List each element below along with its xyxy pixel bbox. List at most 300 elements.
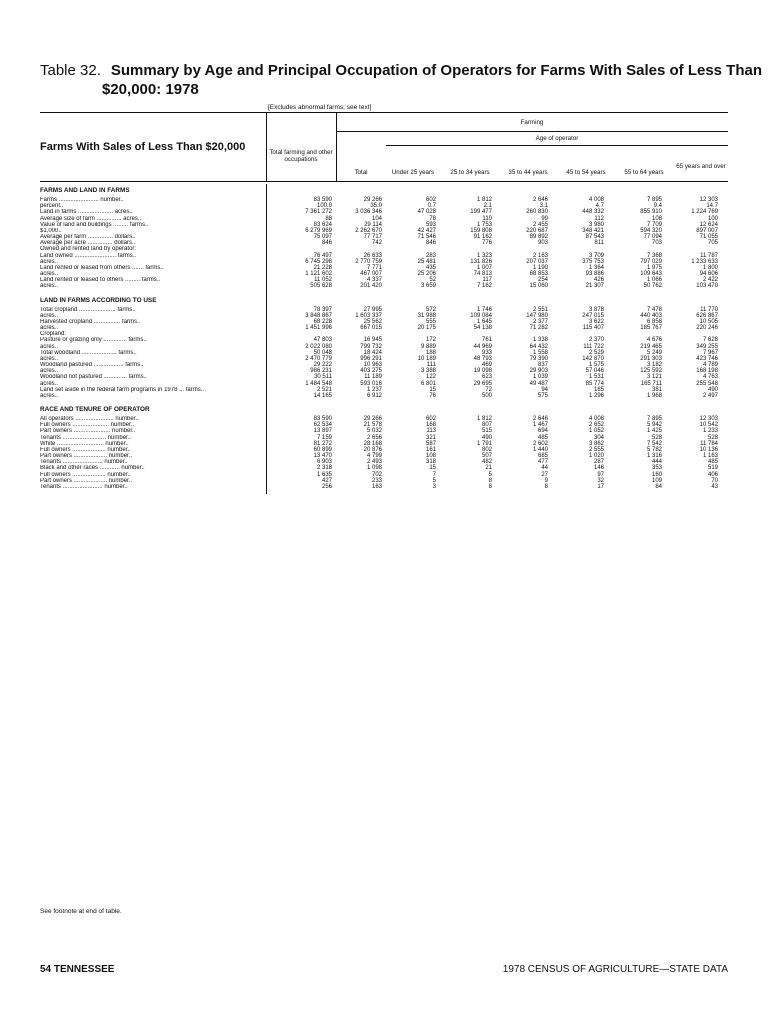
cell-value: 467 007 [360, 271, 382, 278]
table-row [40, 393, 728, 399]
cell-value: 2 377 [532, 318, 548, 325]
cell-value: 3 622 [588, 318, 604, 325]
cell-value: 846 [321, 240, 332, 247]
cell-value: 6 858 [646, 318, 662, 325]
cell-value: 477 [537, 459, 548, 466]
cell-value: 113 [426, 428, 436, 435]
cell-value: 349 255 [696, 343, 718, 350]
cell-value: 18 424 [363, 349, 382, 356]
cell-value: 1 425 [646, 428, 662, 435]
row-label: Black and other races ............ number.. [40, 465, 145, 472]
cell-value: 986 231 [310, 368, 332, 375]
cell-value: 60 899 [313, 446, 332, 453]
cell-value: 71 055 [699, 234, 718, 241]
table-number: Table 32. [40, 62, 101, 79]
header-farming: Farming [520, 119, 544, 126]
row-label: Land set aside in the federal farm programs in 1978 ... farms.. [40, 386, 205, 393]
cell-value: 448 332 [582, 209, 604, 216]
cell-value: 1 233 [702, 428, 718, 435]
cell-value: 48 793 [473, 355, 492, 362]
cell-value: 112 [594, 215, 604, 222]
cell-value: 87 543 [585, 234, 604, 241]
cell-value: 50 762 [643, 283, 662, 290]
header-col-total: Total [354, 169, 368, 176]
cell-value: 2 551 [532, 306, 548, 313]
cell-value: 7 542 [646, 440, 662, 447]
cell-value: 7 967 [702, 349, 718, 356]
age-rule [386, 145, 728, 146]
cell-value: 15 [429, 386, 436, 393]
cell-value: 3 659 [420, 283, 436, 290]
cell-value: 1 237 [366, 386, 382, 393]
row-label: Full owners .................... number.. [40, 471, 131, 478]
cell-value: 14.7 [706, 203, 718, 210]
cell-value: 29 114 [364, 221, 382, 228]
row-label: Part owners .................... number.. [40, 477, 133, 484]
cell-value: 321 [425, 434, 436, 441]
cell-value: 4 008 [588, 416, 604, 423]
row-label: Value of land and buildings ......... farms.. [40, 221, 149, 228]
row-label: Farms ........................ number.. [40, 197, 124, 204]
row-label: Woodland not pastured .............. farms.. [40, 374, 147, 381]
cell-value: 903 [537, 240, 548, 247]
cell-value: 6 903 [316, 459, 332, 466]
cell-value: 9 889 [420, 343, 436, 350]
cell-value: 593 [425, 221, 436, 228]
cell-value: 2 497 [702, 392, 718, 399]
cell-value: 855 910 [640, 209, 662, 216]
cell-value: 11 189 [364, 374, 382, 381]
cell-value: 15 [429, 465, 436, 472]
cell-value: 6 801 [420, 380, 436, 387]
section-gap [40, 290, 728, 294]
cell-value: 4 676 [646, 337, 662, 344]
cell-value: 602 [425, 416, 436, 423]
cell-value: 435 [425, 264, 436, 271]
cell-value: 1 968 [646, 392, 662, 399]
cell-value: 77 094 [643, 234, 662, 241]
row-label: acres.. [40, 325, 59, 332]
row-label: Tenants .......................... number.. [40, 434, 132, 441]
cell-value: 799 732 [360, 343, 382, 350]
cell-value: 5 [488, 471, 492, 478]
cell-value: 485 [707, 459, 718, 466]
cell-value: 247 015 [582, 312, 604, 319]
cell-value: 131 826 [470, 258, 492, 265]
cell-value: 1 098 [366, 465, 382, 472]
column-header-block [40, 112, 728, 182]
cell-value: 8 [488, 477, 492, 484]
cell-value: 142 870 [582, 355, 604, 362]
cell-value: 1 575 [588, 362, 604, 369]
row-label: Total woodland ..................... farms.. [40, 349, 137, 356]
cell-value: 57 046 [585, 368, 604, 375]
cell-value: 807 [481, 422, 492, 429]
cell-value: 50 048 [313, 349, 332, 356]
cell-value: 14 165 [313, 392, 332, 399]
cell-value: 7 361 272 [305, 209, 332, 216]
cell-value: 703 [651, 240, 662, 247]
cell-value: 837 [537, 362, 548, 369]
cell-value: 3 848 867 [305, 312, 332, 319]
cell-value: 490 [481, 434, 492, 441]
cell-value: 188 [425, 349, 436, 356]
cell-value: 83 624 [313, 221, 332, 228]
cell-value: 2 318 [316, 465, 332, 472]
cell-value: 1 753 [476, 221, 492, 228]
cell-value: 29 222 [313, 362, 332, 369]
cell-value: 219 465 [640, 343, 662, 350]
cell-value: 797 029 [640, 258, 662, 265]
cell-value: 30 511 [314, 374, 332, 381]
cell-value: 25 481 [417, 258, 436, 265]
cell-value: 1 635 [316, 471, 332, 478]
row-label: Average per farm ............... dollars.. [40, 234, 136, 241]
cell-value: 426 [593, 277, 604, 284]
cell-value: 2 656 [366, 434, 382, 441]
cell-value: 507 [481, 453, 492, 460]
cell-value: 44 [541, 465, 548, 472]
cell-value: 1 007 [476, 264, 492, 271]
section-heading: RACE AND TENURE OF OPERATOR [40, 406, 150, 413]
row-label: All operators ....................... number.. [40, 416, 139, 423]
cell-value: 97 [597, 471, 604, 478]
cell-value: 52 [429, 277, 436, 284]
cell-value: 2 422 [702, 277, 718, 284]
cell-value: 375 753 [582, 258, 604, 265]
row-label: Part owners ...................... number.. [40, 428, 136, 435]
cell-value: 108 [425, 453, 436, 460]
cell-value: 21 307 [585, 283, 604, 290]
cell-value: 9.4 [653, 203, 662, 210]
cell-value: 85 774 [585, 380, 604, 387]
cell-value: 5 [432, 477, 436, 484]
row-label: Full owners ...................... number.. [40, 422, 135, 429]
cell-value: 403 275 [360, 368, 382, 375]
cell-value: 423 746 [696, 355, 718, 362]
cell-value: 17 [597, 483, 604, 490]
cell-value: 10 136 [699, 446, 718, 453]
cell-value: 1 603 337 [355, 312, 382, 319]
cell-value: 109 [651, 477, 662, 484]
cell-value: 6 912 [366, 392, 382, 399]
cell-value: 185 767 [640, 325, 662, 332]
cell-value: 64 432 [529, 343, 548, 350]
cell-value: 16 945 [363, 337, 382, 344]
cell-value: 1 791 [476, 440, 492, 447]
cell-value: 207 037 [526, 258, 548, 265]
cell-value: 2 521 [316, 386, 332, 393]
cell-value: 811 [594, 240, 604, 247]
cell-value: 94 [541, 386, 548, 393]
cell-value: 35.0 [370, 203, 382, 210]
cell-value: 3 [432, 483, 436, 490]
cell-value: 469 [481, 362, 492, 369]
farming-rule [336, 131, 728, 132]
cell-value: 163 [371, 483, 382, 490]
cell-value: 26 633 [363, 252, 382, 259]
cell-value: 776 [481, 240, 492, 247]
cell-value: 109 084 [470, 312, 492, 319]
cell-value: 626 867 [696, 312, 718, 319]
cell-value: 29 266 [363, 416, 382, 423]
cell-value: 84 [655, 483, 662, 490]
cell-value: 5 942 [646, 422, 662, 429]
cell-value: 12 303 [699, 416, 718, 423]
cell-value: 220 246 [696, 325, 718, 332]
cell-value: 68 853 [529, 271, 548, 278]
cell-value: 5 249 [646, 349, 662, 356]
cell-value: 110 [482, 215, 492, 222]
row-label: acres.. [40, 283, 59, 290]
cell-value: 1 531 [588, 374, 604, 381]
cell-value: 427 [321, 477, 332, 484]
cell-value: 7 162 [476, 283, 492, 290]
cell-value: 43 [711, 483, 718, 490]
cell-value: 10 189 [417, 355, 436, 362]
cell-value: 702 [371, 471, 382, 478]
cell-value: 381 [651, 386, 662, 393]
cell-value: 694 [537, 428, 548, 435]
cell-value: 91 162 [473, 234, 492, 241]
cell-value: 2 652 [588, 422, 604, 429]
row-label: Pasture or grazing only .............. farms.. [40, 337, 147, 344]
row-label: Owned and rented land by operator: [40, 246, 137, 253]
row-label: Full owners .................... number.. [40, 446, 131, 453]
header-age-of-operator: Age of operator [535, 135, 579, 142]
cell-value: 78 [429, 215, 436, 222]
cell-value: 3 709 [588, 252, 604, 259]
cell-value: 353 [651, 465, 662, 472]
source-line: 1978 CENSUS OF AGRICULTURE—STATE DATA [502, 964, 728, 975]
cell-value: 2 022 080 [305, 343, 332, 350]
cell-value: 111 722 [583, 343, 604, 350]
row-label: acres.. [40, 343, 59, 350]
cell-value: 256 [321, 483, 332, 490]
row-label: Total cropland ...................... farms.. [40, 306, 136, 313]
cell-value: 802 [481, 446, 492, 453]
header-col-65-over: 65 years and over [676, 163, 726, 170]
cell-value: 115 407 [582, 325, 604, 332]
section-gap [40, 399, 728, 403]
cell-value: 109 643 [640, 271, 662, 278]
cell-value: 4 799 [366, 453, 382, 460]
cell-value: 255 548 [696, 380, 718, 387]
cell-value: 5 032 [366, 428, 382, 435]
cell-value: 62 534 [313, 422, 332, 429]
cell-value: 1 338 [532, 337, 548, 344]
cell-value: 996 291 [360, 355, 382, 362]
cell-value: 117 [482, 277, 492, 284]
cell-value: 685 [537, 453, 548, 460]
cell-value: 406 [707, 471, 718, 478]
cell-value: 4 008 [588, 197, 604, 204]
row-label: Tenants ........................ number.. [40, 483, 128, 490]
cell-value: 2 262 670 [355, 227, 382, 234]
cell-value: 933 [481, 349, 492, 356]
row-label: Woodland pastured .................. farms.. [40, 362, 144, 369]
cell-value: 12 303 [699, 197, 718, 204]
row-label: acres.. [40, 380, 59, 387]
cell-value: 27 [541, 471, 548, 478]
cell-value: 88 [325, 215, 332, 222]
cell-value: 3 878 [588, 306, 604, 313]
cell-value: 31 988 [417, 312, 436, 319]
cell-value: 440 403 [640, 312, 662, 319]
cell-value: 0.7 [427, 203, 436, 210]
cell-value: 485 [537, 434, 548, 441]
cell-value: 283 [425, 252, 436, 259]
cell-value: 122 [425, 374, 436, 381]
cell-value: 32 [597, 477, 604, 484]
cell-value: 168 198 [696, 368, 718, 375]
cell-value: 7 895 [646, 197, 662, 204]
cell-value: 111 [426, 362, 436, 369]
cell-value: 159 808 [470, 227, 492, 234]
cell-value: 7 478 [646, 306, 662, 313]
row-label: Tenants ........................ number.. [40, 459, 128, 466]
cell-value: 201 420 [360, 283, 382, 290]
cell-value: 71 282 [529, 325, 548, 332]
cell-value: 93 886 [585, 271, 604, 278]
cell-value: 10 505 [699, 318, 718, 325]
cell-value: 1 451 996 [305, 325, 332, 332]
cell-value: 13 897 [313, 428, 332, 435]
cell-value: 1 484 548 [305, 380, 332, 387]
cell-value: 7 628 [702, 337, 718, 344]
row-label: $1,000.. [40, 227, 62, 234]
cell-value: 12 624 [699, 221, 718, 228]
header-col-25-34: 25 to 34 years [450, 169, 490, 176]
cell-value: 76 [429, 392, 436, 399]
cell-value: 47 028 [417, 209, 436, 216]
cell-value: 83 590 [313, 197, 332, 204]
cell-value: 515 [481, 428, 492, 435]
cell-value: 29 903 [529, 368, 548, 375]
cell-value: 44 969 [473, 343, 492, 350]
cell-value: 2 602 [532, 440, 548, 447]
cell-value: 742 [371, 240, 382, 247]
cell-value: 1 800 [702, 264, 718, 271]
cell-value: 29 266 [363, 197, 382, 204]
cell-value: 161 [425, 446, 436, 453]
cell-value: 1 039 [532, 374, 548, 381]
cell-value: 260 830 [526, 209, 548, 216]
cell-value: 100 [707, 215, 718, 222]
title-line-1: Summary by Age and Principal Occupation of Operators for Farms With Sales of Less Than [110, 62, 763, 79]
cell-value: 2 455 [532, 221, 548, 228]
cell-value: 575 [537, 392, 548, 399]
cell-value: 291 303 [640, 355, 662, 362]
row-label: Average per acre ............... dollars.. [40, 240, 136, 247]
cell-value: 7 771 [366, 264, 382, 271]
cell-value: 2.1 [483, 203, 492, 210]
exclusion-note: [Excludes abnormal farms; see text] [268, 104, 372, 111]
row-label: Land rented or leased to others ......... farms.. [40, 277, 161, 284]
header-col-45-54: 45 to 54 years [566, 169, 606, 176]
cell-value: 75 097 [313, 234, 332, 241]
cell-value: 287 [593, 459, 604, 466]
cell-value: 29 695 [473, 380, 492, 387]
cell-value: 2 770 759 [355, 258, 382, 265]
cell-value: 623 [481, 374, 492, 381]
cell-value: 11 784 [700, 440, 718, 447]
cell-value: 1 296 [588, 392, 604, 399]
cell-value: 519 [707, 465, 718, 472]
cell-value: 4.7 [595, 203, 604, 210]
cell-value: 1 558 [532, 349, 548, 356]
cell-value: 1 364 [588, 264, 604, 271]
cell-value: 25 206 [417, 271, 436, 278]
cell-value: 54 138 [473, 325, 492, 332]
cell-value: 4 337 [366, 277, 382, 284]
cell-value: 3 980 [588, 221, 604, 228]
cell-value: 49 487 [529, 380, 548, 387]
page-folio: 54 TENNESSEE [40, 964, 115, 975]
cell-value: 602 [425, 197, 436, 204]
cell-value: 1 323 [476, 252, 492, 259]
section-heading: LAND IN FARMS ACCORDING TO USE [40, 296, 157, 304]
cell-value: 1 440 [532, 446, 548, 453]
table-row [40, 484, 728, 490]
cell-value: 108 [651, 215, 662, 222]
cell-value: 490 [707, 386, 718, 393]
cell-value: 528 [651, 434, 662, 441]
cell-value: 83 590 [313, 416, 332, 423]
cell-value: 21 578 [363, 422, 382, 429]
row-label: percent.. [40, 203, 64, 210]
cell-value: 103 470 [696, 283, 718, 290]
row-label: acres.. [40, 312, 59, 319]
cell-value: 7 159 [316, 434, 332, 441]
cell-value: 168 [425, 422, 436, 429]
row-label: Land rented or leased from others ....... farms.. [40, 264, 164, 271]
cell-value: 9 [544, 477, 548, 484]
cell-value: 94 606 [699, 271, 718, 278]
cell-value: 318 [425, 459, 436, 466]
cell-value: 99 [541, 215, 548, 222]
cell-value: 304 [593, 434, 604, 441]
cell-value: 7 895 [646, 416, 662, 423]
cell-value: 2 370 [588, 337, 604, 344]
cell-value: 76 497 [313, 252, 332, 259]
cell-value: 25 562 [363, 318, 382, 325]
cell-value: 1 467 [532, 422, 548, 429]
cell-value: 593 016 [360, 380, 382, 387]
cell-value: 8 [488, 483, 492, 490]
cell-value: 4 789 [702, 362, 718, 369]
cell-value: 1 316 [646, 453, 662, 460]
cell-value: 1 052 [588, 428, 604, 435]
cell-value: 3 182 [646, 362, 662, 369]
row-label: acres.. [40, 392, 59, 399]
cell-value: 555 [425, 318, 436, 325]
cell-value: 172 [425, 337, 436, 344]
cell-value: 482 [481, 459, 492, 466]
cell-value: 1 233 633 [691, 258, 718, 265]
cell-value: 594 320 [640, 227, 662, 234]
cell-value: 528 [707, 434, 718, 441]
cell-value: 27 995 [363, 306, 382, 313]
cell-value: 2 646 [532, 197, 548, 204]
cell-value: 28 168 [363, 440, 382, 447]
cell-value: 100.0 [316, 203, 332, 210]
cell-value: 444 [651, 459, 662, 466]
cell-value: 21 228 [313, 264, 332, 271]
cell-value: 42 427 [417, 227, 436, 234]
row-label: acres.. [40, 271, 59, 278]
cell-value: 147 980 [526, 312, 548, 319]
